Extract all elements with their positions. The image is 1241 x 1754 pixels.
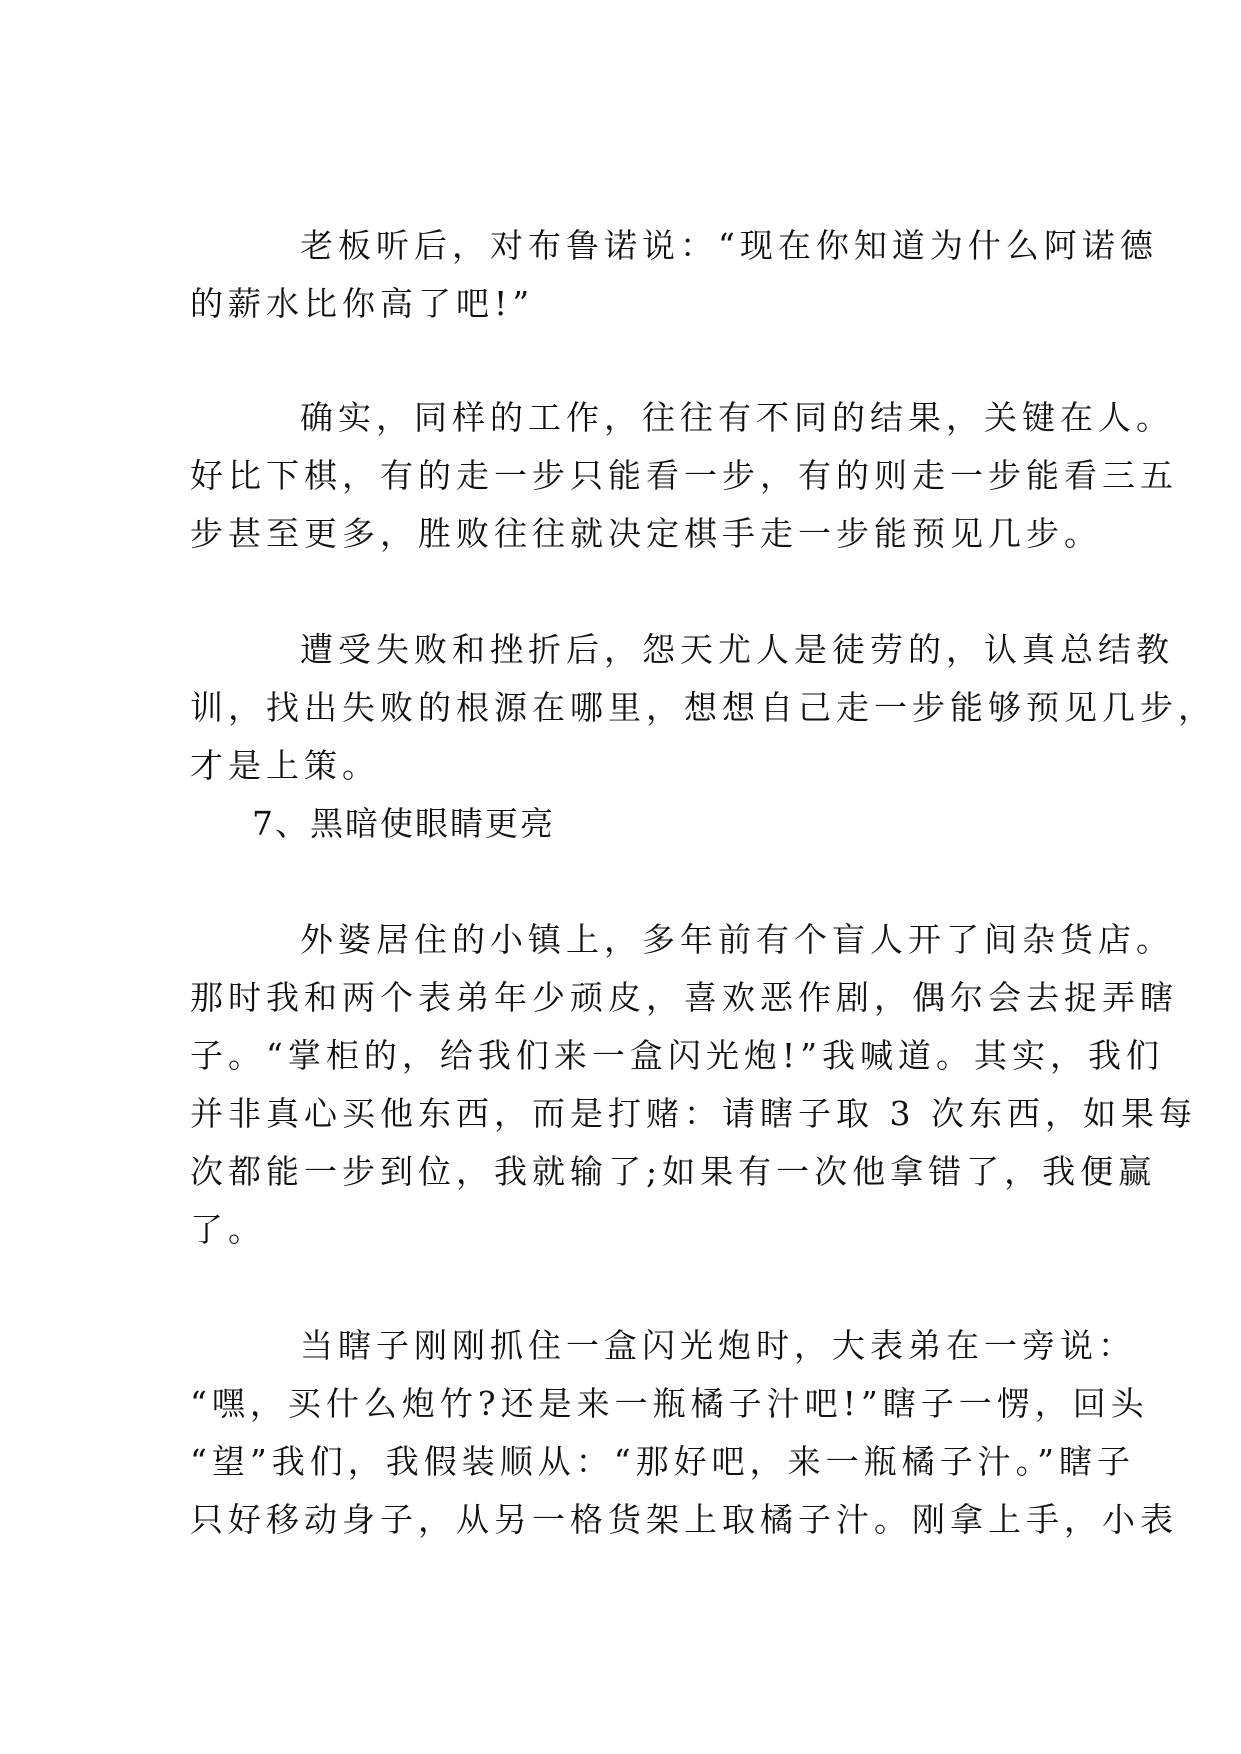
paragraph-line: 那时我和两个表弟年少顽皮，喜欢恶作剧，偶尔会去捉弄瞎 <box>190 978 1178 1017</box>
paragraph-line: 老板听后，对布鲁诺说：“现在你知道为什么阿诺德 <box>300 226 1158 265</box>
paragraph-line: “嘿，买什么炮竹?还是来一瓶橘子汁吧!”瞎子一愣，回头 <box>190 1384 1149 1423</box>
paragraph-line: 只好移动身子，从另一格货架上取橘子汁。刚拿上手，小表 <box>190 1500 1178 1539</box>
section-heading: 7、黑暗使眼睛更亮 <box>252 804 555 843</box>
paragraph-line: 子。“掌柜的，给我们来一盒闪光炮!”我喊道。其实，我们 <box>190 1036 1165 1075</box>
paragraph-line: 并非真心买他东西，而是打赌：请瞎子取 3 次东西，如果每 <box>190 1094 1197 1133</box>
paragraph-line: 训，找出失败的根源在哪里，想想自己走一步能够预见几步， <box>190 688 1216 727</box>
paragraph-line: 的薪水比你高了吧!” <box>190 284 535 323</box>
paragraph-line: 好比下棋，有的走一步只能看一步，有的则走一步能看三五 <box>190 456 1178 495</box>
paragraph-line: “望”我们，我假装顺从：“那好吧，来一瓶橘子汁。”瞎子 <box>190 1442 1135 1481</box>
paragraph-line: 当瞎子刚刚抓住一盒闪光炮时，大表弟在一旁说： <box>300 1326 1136 1365</box>
paragraph-line: 外婆居住的小镇上，多年前有个盲人开了间杂货店。 <box>300 920 1174 959</box>
paragraph-line: 步甚至更多，胜败往往就决定棋手走一步能预见几步。 <box>190 514 1102 553</box>
paragraph-line: 了。 <box>190 1210 266 1249</box>
paragraph-line: 确实，同样的工作，往往有不同的结果，关键在人。 <box>300 398 1174 437</box>
paragraph-line: 次都能一步到位，我就输了;如果有一次他拿错了，我便赢 <box>190 1152 1157 1191</box>
paragraph-line: 遭受失败和挫折后，怨天尤人是徒劳的，认真总结教 <box>300 630 1174 669</box>
paragraph-line: 才是上策。 <box>190 746 380 785</box>
